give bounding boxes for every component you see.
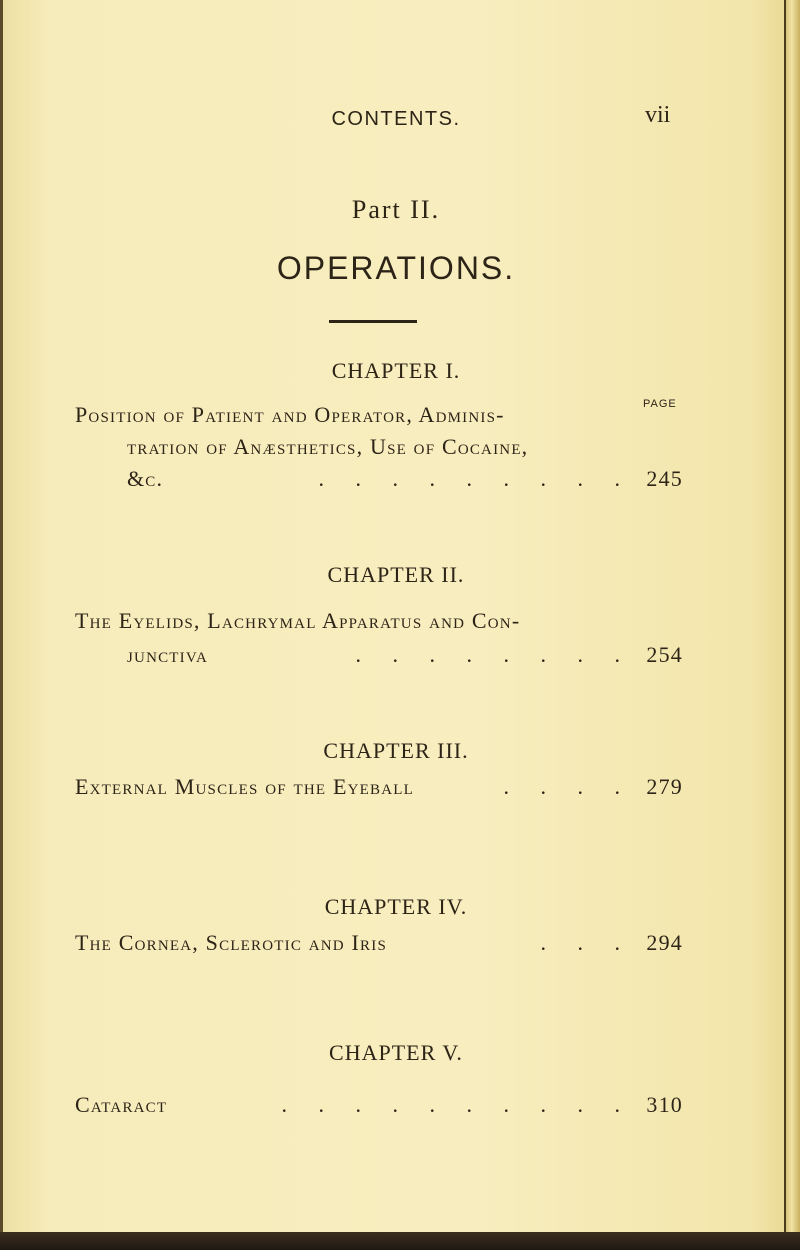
chapter-4-page: 294 [646, 930, 683, 955]
toc-entry-chapter-2[interactable] [75, 640, 683, 670]
chapter-1-title-last-line: &c. [127, 466, 164, 491]
chapter-2-title-last-line: junctiva [127, 642, 208, 667]
chapter-2-title-line-1: The Eyelids, Lachrymal Apparatus and Con- [75, 608, 521, 633]
chapter-2-page: 254 [646, 642, 683, 667]
chapter-1-heading: CHAPTER I. [331, 358, 461, 383]
dot-leader: . . . . [503, 774, 633, 799]
dot-leader: . . . . . . . . . . [281, 1092, 633, 1117]
divider-rule [329, 320, 417, 323]
dot-leader: . . . . . . . . [355, 642, 633, 667]
toc-entry-chapter-4[interactable] [75, 928, 683, 958]
chapter-1-page: 245 [646, 466, 683, 491]
chapter-3-heading: CHAPTER III. [323, 738, 469, 763]
part-heading: Part II. [351, 195, 441, 224]
chapter-2-heading: CHAPTER II. [327, 562, 465, 587]
chapter-4-heading: CHAPTER IV. [324, 894, 468, 919]
chapter-3-page: 279 [646, 774, 683, 799]
chapter-5-page: 310 [646, 1092, 683, 1117]
dot-leader: . . . . . . . . . [318, 466, 633, 491]
chapter-5-title: Cataract [75, 1092, 168, 1117]
toc-entry-chapter-5[interactable] [75, 1090, 683, 1120]
section-title: OPERATIONS. [276, 250, 516, 286]
page-column-label: PAGE [643, 398, 677, 410]
chapter-1-title-line-1: Position of Patient and Operator, Adminis- [75, 402, 505, 427]
toc-entry-chapter-3[interactable] [75, 772, 683, 802]
chapter-3-title: External Muscles of the Eyeball [75, 774, 414, 799]
chapter-1-title-line-2: tration of Anæsthetics, Use of Cocaine, [127, 434, 529, 459]
page-edge-right [784, 0, 800, 1250]
dot-leader: . . . [540, 930, 633, 955]
page-edge-bottom [0, 1232, 800, 1250]
running-header-title: CONTENTS. [331, 108, 461, 130]
page-number: vii [645, 102, 671, 128]
toc-entry-chapter-1[interactable] [75, 464, 683, 494]
chapter-5-heading: CHAPTER V. [329, 1040, 463, 1065]
chapter-4-title: The Cornea, Sclerotic and Iris [75, 930, 388, 955]
